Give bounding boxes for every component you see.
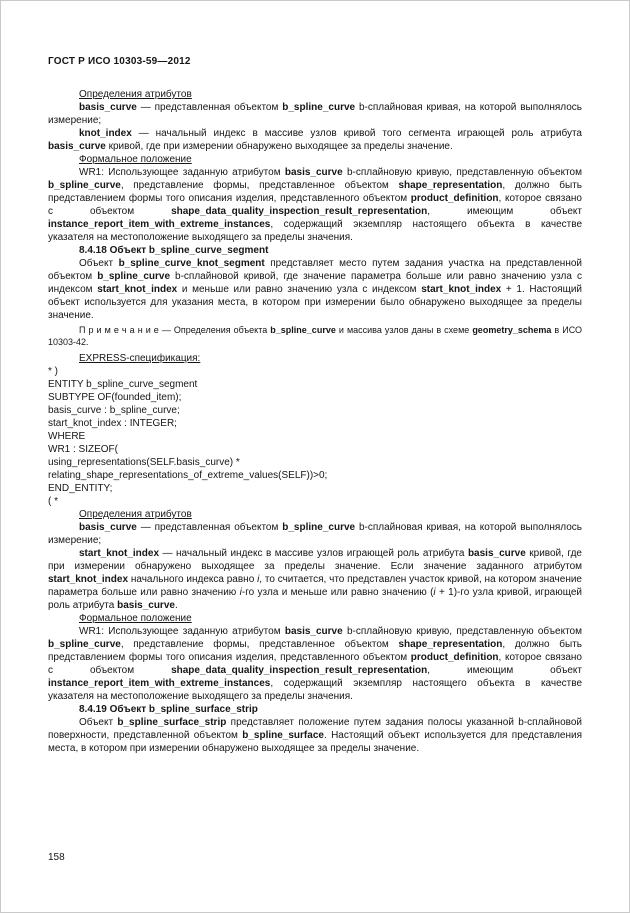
page-number: 158 [48, 852, 65, 863]
text-run: b-сплайновую кривую, представленную объектом [342, 167, 582, 178]
code-line [48, 469, 582, 482]
text-run: , имеющим объект [427, 665, 582, 676]
paragraph-surface-strip-description [48, 716, 582, 755]
note [48, 325, 582, 348]
text-run: basis_curve : b_spline_curve; [48, 405, 180, 416]
text-run: кривой, где при измерении обнаружено выходящее за пределы значение. Если значение заданного атрибутом [48, 548, 582, 572]
text-run: product_definition [410, 193, 499, 204]
text-run: instance_report_item_with_extreme_instances [48, 678, 271, 689]
text-run: , представление формы, представленное объектом [120, 180, 399, 191]
paragraph-basis-curve [48, 521, 582, 547]
text-run: -го узла и меньше или равно значению ( [241, 587, 434, 598]
text-run: start_knot_index [48, 574, 129, 585]
text-run: b-сплайновой кривой, где значение параметра больше или равно значению узла с индексом [48, 271, 582, 295]
text-run: Объект [79, 717, 118, 728]
text-run: basis_curve [79, 522, 137, 533]
text-run: b-сплайновую кривую, представленную объектом [342, 626, 582, 637]
text-run: WR1 : SIZEOF( [48, 444, 118, 455]
code-line [48, 378, 582, 391]
text-run: i [239, 587, 242, 598]
text-run: shape_representation [398, 180, 503, 191]
text-run: ( * [48, 496, 58, 507]
text-run: knot_index [79, 128, 132, 139]
text-run: b_spline_curve_knot_segment [118, 258, 265, 269]
code-line [48, 482, 582, 495]
section-heading-8-4-18 [48, 244, 582, 257]
code-line [48, 404, 582, 417]
text-run: , которое связано с объектом [48, 652, 582, 676]
text-run: , то считается, что представлен участок кривой, на котором значение параметра больше или равно значению [48, 574, 582, 598]
paragraph-wr1 [48, 625, 582, 703]
text-run: в ИСО 10303-42. [48, 325, 582, 347]
text-run: b-сплайновая кривая, на которой выполнялось измерение; [48, 522, 582, 546]
text-run: product_definition [410, 652, 499, 663]
text-run: basis_curve [48, 141, 106, 152]
text-run: 8.4.18 Объект b_spline_curve_segment [79, 245, 269, 256]
text-run: shape_data_quality_inspection_result_representation [171, 665, 428, 676]
text-run: WR1: Использующее заданную атрибутом [79, 167, 285, 178]
attributes-definitions-heading [48, 508, 582, 521]
text-run: b_spline_curve [48, 639, 121, 650]
text-run: начального индекса равно [128, 574, 258, 585]
text-run: i [257, 574, 260, 585]
text-run: * ) [48, 366, 58, 377]
text-run: + 1. Настоящий объект используется для указания места, в котором при измерении было обнаружено выходящее за пределы значение. [48, 284, 582, 321]
text-run: — начальный индекс в массиве узлов кривой того сегмента играющей роль атрибута [131, 128, 582, 139]
text-run: basis_curve [79, 102, 137, 113]
text-run: basis_curve [467, 548, 526, 559]
text-run: , содержащий экземпляр настоящего объекта в качестве указателя на местоположение выходящего за пределы значения. [48, 678, 582, 702]
text-run: instance_report_item_with_extreme_instances [48, 219, 271, 230]
text-run: Объект [79, 258, 119, 269]
text-run: представляет место путем задания участка на представленной объектом [48, 258, 582, 282]
text-run: b_spline_curve [282, 522, 356, 533]
document-body [48, 88, 582, 755]
code-line [48, 456, 582, 469]
text-run: . [174, 600, 178, 611]
text-run: SUBTYPE OF(founded_item); [48, 392, 182, 403]
text-run: EXPRESS-спецификация: [79, 353, 201, 364]
text-run: b_spline_curve [48, 180, 121, 191]
text-run: shape_representation [398, 639, 503, 650]
express-spec-heading [48, 352, 582, 365]
text-run: b-сплайновая кривая, на которой выполнялось измерение; [48, 102, 582, 126]
standard-designation: ГОСТ Р ИСО 10303-59—2012 [48, 56, 191, 67]
text-run: basis_curve [284, 626, 343, 637]
text-run: WHERE [48, 431, 86, 442]
text-run: shape_data_quality_inspection_result_representation [171, 206, 428, 217]
text-run: b_spline_surface_strip [117, 717, 227, 728]
text-run: , представление формы, представленное объектом [120, 639, 399, 650]
text-run: , которое связано с объектом [48, 193, 582, 217]
text-run: , должно быть представлением формы того описания изделия, представленного объектом [48, 639, 582, 663]
text-run: WR1: Использующее заданную атрибутом [79, 626, 285, 637]
code-line [48, 417, 582, 430]
text-run: start_knot_index : INTEGER; [48, 418, 177, 429]
text-run: start_knot_index [421, 284, 502, 295]
text-run: , должно быть представлением формы того описания изделия, представленного объектом [48, 180, 582, 204]
paragraph-wr1 [48, 166, 582, 244]
text-run: start_knot_index [79, 548, 160, 559]
text-run: b_spline_surface [242, 730, 324, 741]
paragraph-basis-curve [48, 101, 582, 127]
text-run: start_knot_index [97, 284, 178, 295]
text-run: — начальный индекс в массиве узлов играющей роль атрибута [159, 548, 468, 559]
text-run: basis_curve [284, 167, 343, 178]
text-run: представляет положение путем задания полосы указанной b-сплайновой поверхности, представленной объектом [48, 717, 582, 741]
text-run: П р и м е ч а н и е — Определения объекта [79, 325, 271, 335]
text-run: relating_shape_representations_of_extreme_values(SELF))>0; [48, 470, 328, 481]
text-run: b_spline_curve [97, 271, 170, 282]
formal-proposition-heading [48, 612, 582, 625]
text-run: geometry_schema [472, 325, 552, 335]
text-run: и меньше или равно значению узла с индексом [177, 284, 422, 295]
code-line [48, 495, 582, 508]
paragraph-start-knot-index [48, 547, 582, 612]
text-run: Формальное положение [79, 613, 192, 624]
code-line [48, 430, 582, 443]
code-line [48, 365, 582, 378]
text-run: и массива узлов даны в схеме [335, 325, 473, 335]
text-run: Определения атрибутов [79, 89, 192, 100]
document-footer [48, 852, 65, 863]
text-run: Определения атрибутов [79, 509, 192, 520]
text-run: b_spline_curve [282, 102, 356, 113]
text-run: — представленная объектом [136, 102, 283, 113]
attributes-definitions-heading [48, 88, 582, 101]
text-run: Формальное положение [79, 154, 192, 165]
text-run: using_representations(SELF.basis_curve) * [48, 457, 240, 468]
text-run: 8.4.19 Объект b_spline_surface_strip [79, 704, 258, 715]
section-heading-8-4-19 [48, 703, 582, 716]
text-run: i [433, 587, 436, 598]
text-run: , имеющим объект [427, 206, 582, 217]
text-run: + 1)-го узла кривой, играющей роль атрибута [48, 587, 582, 611]
text-run: END_ENTITY; [48, 483, 113, 494]
code-line [48, 443, 582, 456]
paragraph-knot-index [48, 127, 582, 153]
text-run: basis_curve [117, 600, 175, 611]
paragraph-curve-segment-description [48, 257, 582, 322]
text-run: кривой, где при измерении обнаружено выходящее за пределы значение. [105, 141, 453, 152]
text-run: b_spline_curve [270, 325, 336, 335]
text-run: . Настоящий объект используется для представления места, в котором при измерении обнаружено выходящее за пределы значение. [48, 730, 582, 754]
code-line [48, 391, 582, 404]
document-header [48, 51, 582, 69]
text-run: , содержащий экземпляр настоящего объекта в качестве указателя на местоположение выходящего за пределы значения. [48, 219, 582, 243]
text-run: — представленная объектом [136, 522, 283, 533]
text-run: ENTITY b_spline_curve_segment [48, 379, 198, 390]
formal-proposition-heading [48, 153, 582, 166]
